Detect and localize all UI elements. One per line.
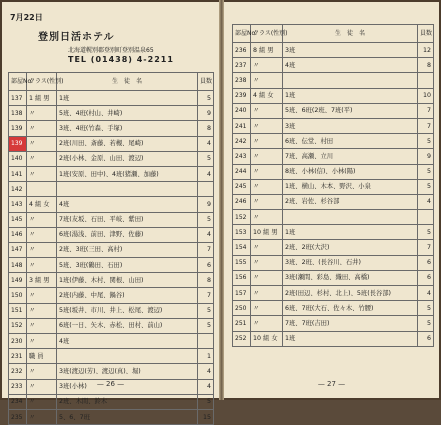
col-count: 員数	[198, 73, 214, 91]
class-cell: 〃	[251, 210, 283, 225]
count-cell: 5	[418, 301, 434, 316]
count-cell: 8	[418, 58, 434, 73]
names-cell: 1班(伊藤、木村、関根、山田)	[57, 273, 198, 288]
count-cell: 5	[198, 91, 214, 106]
table-row	[9, 303, 214, 318]
count-cell	[198, 334, 214, 349]
names-cell: 1班、横山、木本、野沢、小泉	[283, 179, 418, 194]
room-number-cell: 150	[9, 288, 27, 303]
col-names: 生 徒 名	[57, 73, 198, 91]
class-cell: 〃	[27, 303, 57, 318]
count-cell: 6	[418, 331, 434, 346]
table-row	[9, 242, 214, 257]
names-cell: 2班、3班(三田、高村)	[57, 242, 198, 257]
room-number-cell: 250	[233, 301, 251, 316]
names-cell: 1班(安原、田中)、4班(猪瀬、加藤)	[57, 166, 198, 181]
room-number-cell: 238	[233, 73, 251, 88]
room-number-cell: 252	[233, 331, 251, 346]
names-cell	[283, 210, 418, 225]
room-number-cell: 233	[9, 379, 27, 394]
page-number: — 27 —	[317, 380, 346, 388]
table-row	[9, 151, 214, 166]
class-cell: 〃	[27, 166, 57, 181]
room-number-cell: 239	[233, 88, 251, 103]
room-number-cell: 146	[9, 227, 27, 242]
table-row	[233, 240, 434, 255]
col-class: クラス(性別)	[251, 25, 283, 43]
table-row	[233, 210, 434, 225]
names-cell: 7班、7班(吉田)	[283, 316, 418, 331]
room-number-cell: 157	[233, 286, 251, 301]
room-number-cell: 148	[9, 258, 27, 273]
names-cell: 5班、3班(鶴田、石田)	[57, 258, 198, 273]
count-cell: 6	[198, 258, 214, 273]
count-cell: 15	[198, 409, 214, 424]
room-number-cell: 140	[9, 151, 27, 166]
room-number-cell: 139	[9, 136, 27, 151]
count-cell: 6	[418, 255, 434, 270]
class-cell: 〃	[251, 316, 283, 331]
names-cell: 2班(川田、斎藤、若槻、尾崎)	[57, 136, 198, 151]
count-cell: 7	[198, 288, 214, 303]
count-cell: 5	[418, 316, 434, 331]
room-number-cell: 156	[233, 270, 251, 285]
class-cell: 3 組 男	[27, 273, 57, 288]
table-row	[9, 273, 214, 288]
class-cell: 〃	[27, 364, 57, 379]
names-cell: 2班(小林、金原、山田、渡辺)	[57, 151, 198, 166]
count-cell	[198, 182, 214, 197]
count-cell: 4	[198, 136, 214, 151]
class-cell: 〃	[27, 379, 57, 394]
class-cell: 〃	[251, 194, 283, 209]
class-cell: 〃	[251, 149, 283, 164]
table-row	[233, 134, 434, 149]
room-number-cell: 240	[233, 103, 251, 118]
page-number: — 26 —	[96, 380, 125, 388]
room-number-cell: 230	[9, 334, 27, 349]
date-label: 7月22日	[10, 13, 43, 22]
class-cell: 職 員	[27, 349, 57, 364]
table-row	[9, 212, 214, 227]
count-cell: 5	[418, 164, 434, 179]
names-cell: 3班、4班(竹森、手塚)	[57, 121, 198, 136]
room-number-cell: 245	[233, 179, 251, 194]
class-cell: 〃	[27, 318, 57, 333]
table-row	[9, 136, 214, 151]
table-row	[233, 270, 434, 285]
names-cell	[57, 182, 198, 197]
col-room-no: 部屋No.	[9, 73, 27, 91]
table-row	[9, 334, 214, 349]
table-row	[9, 364, 214, 379]
class-cell: 〃	[251, 58, 283, 73]
names-cell: 2班(田辺、杉村、北上)、5班(長谷部)	[283, 286, 418, 301]
count-cell: 4	[198, 166, 214, 181]
class-cell	[27, 182, 57, 197]
right-page	[224, 2, 439, 398]
room-number-cell: 149	[9, 273, 27, 288]
table-row	[9, 288, 214, 303]
count-cell: 5	[198, 212, 214, 227]
room-number-cell: 235	[9, 409, 27, 424]
table-header-row	[233, 25, 434, 43]
count-cell: 4	[198, 227, 214, 242]
room-number-cell: 234	[9, 394, 27, 409]
count-cell: 7	[418, 103, 434, 118]
table-row	[233, 255, 434, 270]
hotel-header	[8, 10, 213, 70]
names-cell: 6班(湯浅、前田、津野、佐藤)	[57, 227, 198, 242]
class-cell: 〃	[27, 212, 57, 227]
room-number-cell: 236	[233, 43, 251, 58]
table-row	[9, 409, 214, 424]
names-cell: 5班、6班(2班、7班(平)	[283, 103, 418, 118]
names-cell: 1班	[57, 91, 198, 106]
names-cell: 3班(渡辺(芳)、渡辺(真)、堀)	[57, 364, 198, 379]
hotel-tel: TEL (01438) 4-2211	[68, 55, 174, 64]
count-cell: 5	[198, 151, 214, 166]
room-number-cell: 152	[233, 210, 251, 225]
names-cell: 5班(坂井、市川、井上、松尾、渡辺)	[57, 303, 198, 318]
class-cell: 〃	[27, 394, 57, 409]
room-number-cell: 232	[9, 364, 27, 379]
names-cell	[283, 73, 418, 88]
class-cell: 〃	[251, 118, 283, 133]
class-cell: 〃	[27, 334, 57, 349]
count-cell: 5	[198, 394, 214, 409]
count-cell: 5	[418, 225, 434, 240]
class-cell: 〃	[251, 255, 283, 270]
count-cell: 9	[418, 149, 434, 164]
table-row	[233, 301, 434, 316]
count-cell: 6	[418, 270, 434, 285]
class-cell: 10 組 女	[251, 331, 283, 346]
table-row	[9, 182, 214, 197]
names-cell: 6班(一日、矢木、赤松、田村、前山)	[57, 318, 198, 333]
class-cell: 〃	[27, 121, 57, 136]
room-number-cell: 151	[9, 303, 27, 318]
table-row	[233, 103, 434, 118]
room-number-cell: 139	[9, 121, 27, 136]
table-row	[233, 73, 434, 88]
count-cell: 4	[198, 379, 214, 394]
room-number-cell: 231	[9, 349, 27, 364]
table-row	[233, 58, 434, 73]
col-class: クラス(性別)	[27, 73, 57, 91]
table-row	[9, 166, 214, 181]
class-cell: 〃	[27, 242, 57, 257]
table-row	[233, 225, 434, 240]
class-cell: 〃	[27, 258, 57, 273]
room-number-cell: 243	[233, 149, 251, 164]
class-cell: 10 組 男	[251, 225, 283, 240]
table-row	[9, 197, 214, 212]
room-number-cell: 153	[233, 225, 251, 240]
names-cell: 3班、2班、(長谷川、石井)	[283, 255, 418, 270]
count-cell: 7	[418, 118, 434, 133]
class-cell: 〃	[251, 134, 283, 149]
names-cell: 2班(内藤、中尾、鍋谷)	[57, 288, 198, 303]
hotel-address: 北海道幌別郡登別町登別温泉65	[68, 47, 154, 54]
room-number-cell: 154	[233, 240, 251, 255]
names-cell: 3班(瀬間、彩島、織田、高橋)	[283, 270, 418, 285]
names-cell: 5、6、7班	[57, 409, 198, 424]
room-number-cell: 241	[233, 118, 251, 133]
names-cell: 6班、伝堂、村田	[283, 134, 418, 149]
room-number-cell: 147	[9, 242, 27, 257]
names-cell: 7班(友坂、石田、平岐、紫田)	[57, 212, 198, 227]
names-cell: 1班	[283, 331, 418, 346]
count-cell: 8	[198, 121, 214, 136]
names-cell: 4班	[57, 197, 198, 212]
names-cell: 6班、7班(大石、佐々木、竹腰)	[283, 301, 418, 316]
count-cell: 5	[198, 303, 214, 318]
count-cell	[418, 73, 434, 88]
class-cell: 〃	[27, 227, 57, 242]
names-cell: 2班、木間、鈴木	[57, 394, 198, 409]
table-row	[9, 318, 214, 333]
class-cell: 〃	[251, 103, 283, 118]
names-cell: 4班	[57, 334, 198, 349]
table-header-row	[9, 73, 214, 91]
count-cell: 5	[418, 134, 434, 149]
table-row	[9, 91, 214, 106]
count-cell: 9	[198, 106, 214, 121]
table-row	[233, 43, 434, 58]
count-cell: 7	[198, 242, 214, 257]
table-row	[233, 331, 434, 346]
room-number-cell: 137	[9, 91, 27, 106]
count-cell: 4	[418, 194, 434, 209]
class-cell: 4 組 女	[27, 197, 57, 212]
table-row	[233, 164, 434, 179]
names-cell: 1班	[283, 225, 418, 240]
class-cell: 〃	[251, 240, 283, 255]
col-names: 生 徒 名	[283, 25, 418, 43]
table-row	[233, 194, 434, 209]
count-cell: 5	[418, 179, 434, 194]
class-cell: 〃	[27, 136, 57, 151]
names-cell: 3班	[283, 43, 418, 58]
names-cell: 1班	[283, 88, 418, 103]
room-number-cell: 145	[9, 212, 27, 227]
right-room-table	[232, 24, 434, 347]
table-row	[233, 316, 434, 331]
class-cell: 〃	[251, 179, 283, 194]
room-number-cell: 152	[9, 318, 27, 333]
table-row	[233, 286, 434, 301]
names-cell: 8班、小林(信)、小林(陽)	[283, 164, 418, 179]
class-cell: 〃	[27, 151, 57, 166]
col-room-no: 部屋No.	[233, 25, 251, 43]
count-cell: 7	[418, 240, 434, 255]
count-cell: 1	[198, 349, 214, 364]
class-cell: 〃	[251, 164, 283, 179]
names-cell: 3班	[283, 118, 418, 133]
class-cell: 1 組 男	[27, 91, 57, 106]
names-cell: 5班、4班(村山、井崎)	[57, 106, 198, 121]
count-cell: 9	[198, 197, 214, 212]
room-number-cell: 246	[233, 194, 251, 209]
count-cell: 4	[418, 286, 434, 301]
room-number-cell: 244	[233, 164, 251, 179]
room-number-cell: 142	[9, 182, 27, 197]
count-cell: 10	[418, 88, 434, 103]
count-cell: 8	[198, 273, 214, 288]
hotel-name: 登別日活ホテル	[38, 32, 115, 43]
count-cell: 12	[418, 43, 434, 58]
names-cell	[57, 349, 198, 364]
table-row	[9, 121, 214, 136]
class-cell: 4 組 女	[251, 88, 283, 103]
table-row	[9, 106, 214, 121]
col-count: 員数	[418, 25, 434, 43]
class-cell: 〃	[251, 73, 283, 88]
room-number-cell: 237	[233, 58, 251, 73]
names-cell: 2班、岩佐、杉谷部	[283, 194, 418, 209]
table-row	[233, 149, 434, 164]
names-cell: 2班、2班(大沢)	[283, 240, 418, 255]
left-page	[2, 2, 219, 421]
names-cell: 7班、高瀬、立川	[283, 149, 418, 164]
class-cell: 〃	[27, 409, 57, 424]
table-row	[9, 394, 214, 409]
count-cell: 5	[198, 318, 214, 333]
count-cell	[418, 210, 434, 225]
class-cell: 〃	[251, 286, 283, 301]
class-cell: 〃	[251, 270, 283, 285]
names-cell: 3班(小林)	[57, 379, 198, 394]
table-row	[233, 88, 434, 103]
table-row	[233, 179, 434, 194]
room-number-cell: 155	[233, 255, 251, 270]
count-cell: 4	[198, 364, 214, 379]
table-row	[9, 227, 214, 242]
table-row	[9, 258, 214, 273]
class-cell: 8 組 男	[251, 43, 283, 58]
table-row	[9, 349, 214, 364]
room-number-cell: 141	[9, 166, 27, 181]
class-cell: 〃	[251, 301, 283, 316]
room-number-cell: 242	[233, 134, 251, 149]
names-cell: 4班	[283, 58, 418, 73]
table-row	[233, 118, 434, 133]
room-number-cell: 143	[9, 197, 27, 212]
left-room-table	[8, 72, 214, 425]
room-number-cell: 138	[9, 106, 27, 121]
room-number-cell: 251	[233, 316, 251, 331]
class-cell: 〃	[27, 288, 57, 303]
class-cell: 〃	[27, 106, 57, 121]
